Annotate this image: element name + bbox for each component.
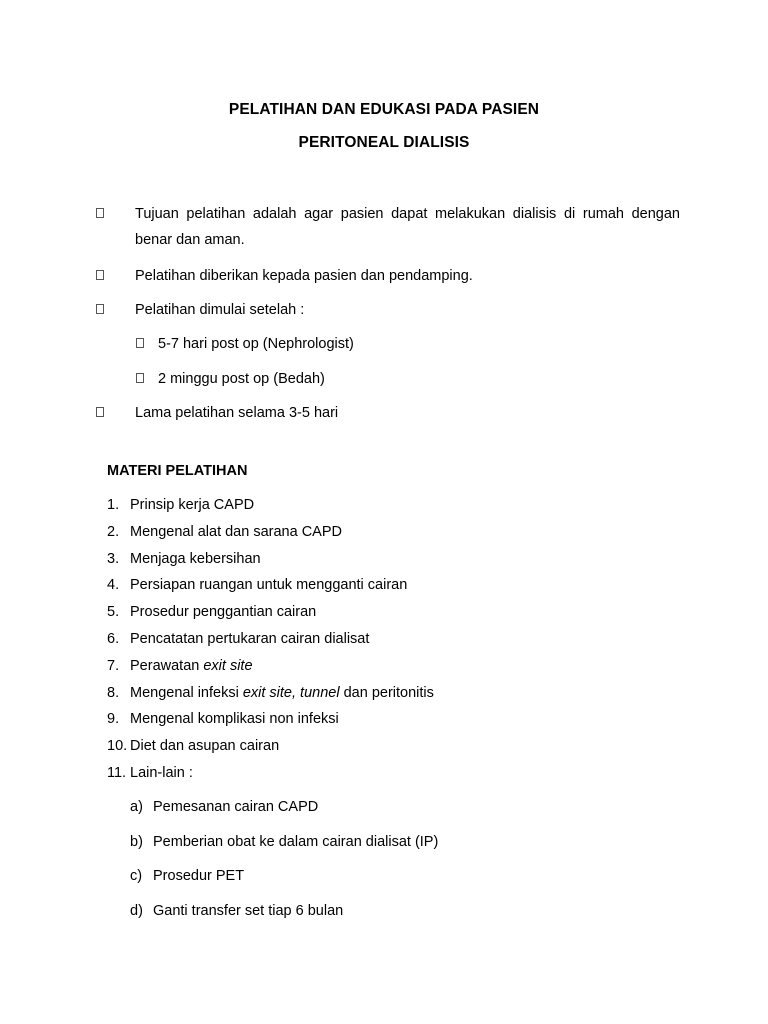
square-bullet-icon (136, 338, 144, 348)
section-title: MATERI PELATIHAN (107, 463, 248, 479)
list-item-text: Persiapan ruangan untuk mengganti cairan (130, 577, 408, 594)
sub-bullet-text: 5-7 hari post op (Nephrologist) (158, 336, 354, 352)
list-number: 3. (107, 550, 120, 567)
list-letter: c) (130, 868, 143, 885)
list-item-text: Lain-lain : (130, 764, 193, 781)
square-bullet-icon (96, 270, 104, 280)
list-item (130, 795, 438, 830)
list-number: 8. (107, 684, 120, 701)
list-item (107, 681, 434, 708)
list-item (107, 520, 434, 547)
list-number: 7. (107, 657, 120, 674)
list-item (107, 627, 434, 654)
list-item-text: Perawatan (130, 657, 204, 674)
bullet-text: Pelatihan diberikan kepada pasien dan pendamping. (135, 268, 473, 284)
square-bullet-icon (96, 407, 104, 417)
list-item (107, 707, 434, 734)
list-number: 11. (107, 764, 127, 781)
list-item-text: Pemesanan cairan CAPD (153, 799, 319, 815)
list-number: 1. (107, 497, 120, 513)
bullet-text: Tujuan pelatihan adalah agar pasien dapat melakukan dialisis di rumah dengan benar dan aman. (135, 206, 680, 248)
list-letter: d) (130, 902, 143, 919)
list-item-text: Pencatatan pertukaran cairan dialisat (130, 630, 370, 647)
list-item-italic-text: exit site, tunnel (242, 684, 340, 701)
list-item-text: Diet dan asupan cairan (130, 738, 280, 755)
list-item-text: Mengenal infeksi (130, 684, 243, 701)
list-item (107, 547, 434, 574)
list-letter: a) (130, 799, 143, 815)
list-item-text: Prinsip kerja CAPD (130, 497, 255, 513)
list-number: 4. (107, 577, 120, 594)
list-item-text: Ganti transfer set tiap 6 bulan (153, 902, 344, 919)
document-subtitle: PERITONEAL DIALISIS (298, 134, 470, 151)
list-item (130, 899, 438, 934)
bullet-item (96, 297, 680, 323)
list-item (130, 864, 438, 899)
list-item-text: Mengenal komplikasi non infeksi (130, 711, 339, 728)
list-item-italic-text: exit site (203, 657, 253, 674)
list-item (107, 600, 434, 627)
numbered-list (107, 493, 434, 788)
list-item-text: Pemberian obat ke dalam cairan dialisat (IP) (153, 833, 439, 850)
bullet-item (96, 263, 680, 289)
list-item (107, 493, 434, 520)
list-item (107, 573, 434, 600)
list-item-text: Menjaga kebersihan (130, 550, 261, 567)
list-item (107, 761, 434, 788)
bullet-item (96, 201, 680, 253)
sub-bullet-item (136, 331, 354, 357)
list-number: 10. (107, 738, 128, 755)
list-letter: b) (130, 833, 143, 850)
list-number: 6. (107, 630, 120, 647)
list-item (130, 830, 438, 865)
bullet-item (96, 400, 680, 426)
lettered-list (130, 795, 438, 933)
list-item-text: Prosedur PET (153, 868, 245, 885)
list-item (107, 654, 434, 681)
document-title: PELATIHAN DAN EDUKASI PADA PASIEN (228, 101, 540, 118)
list-number: 5. (107, 604, 120, 621)
square-bullet-icon (96, 208, 104, 218)
bullet-text: Lama pelatihan selama 3-5 hari (135, 405, 339, 421)
list-item-text-suffix: dan peritonitis (339, 684, 434, 701)
sub-bullet-text: 2 minggu post op (Bedah) (158, 371, 325, 387)
list-number: 9. (107, 711, 120, 728)
list-item-text: Mengenal alat dan sarana CAPD (130, 523, 342, 540)
square-bullet-icon (136, 373, 144, 383)
list-item (107, 734, 434, 761)
list-number: 2. (107, 523, 120, 540)
bullet-text: Pelatihan dimulai setelah : (135, 302, 305, 318)
sub-bullet-item (136, 366, 325, 392)
list-item-text: Prosedur penggantian cairan (130, 604, 317, 621)
square-bullet-icon (96, 304, 104, 314)
